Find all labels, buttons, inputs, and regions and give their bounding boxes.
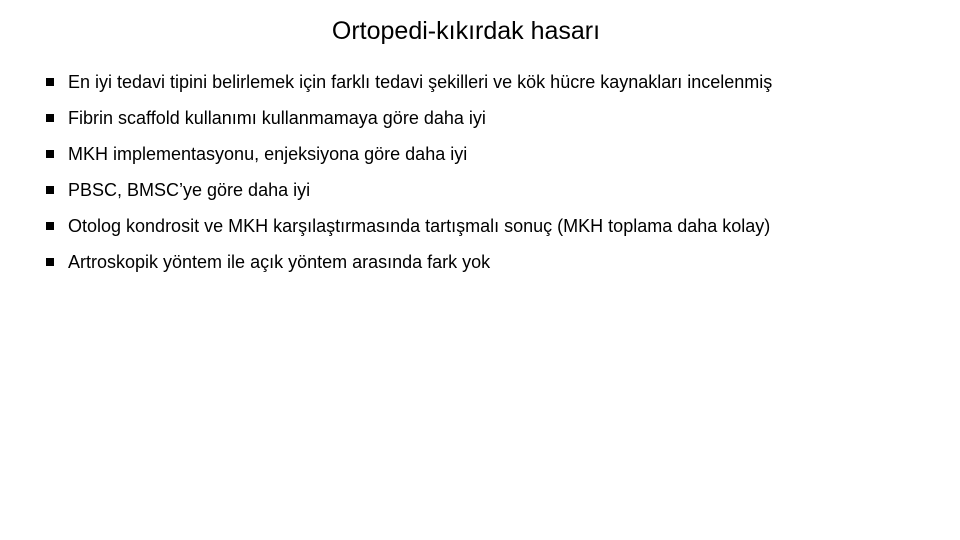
bullet-item [44,100,772,136]
bullet-item [44,64,772,100]
square-bullet-icon [46,222,54,230]
bullet-text: Otolog kondrosit ve MKH karşılaştırmasında tartışmalı sonuç (MKH toplama daha kolay) [68,216,771,236]
bullet-item [44,136,772,172]
square-bullet-icon [46,186,54,194]
bullet-item [44,172,772,208]
bullet-list [44,64,772,280]
square-bullet-icon [46,78,54,86]
bullet-text: Artroskopik yöntem ile açık yöntem arasında fark yok [68,252,491,272]
square-bullet-icon [46,114,54,122]
bullet-text: Fibrin scaffold kullanımı kullanmamaya göre daha iyi [68,108,486,128]
square-bullet-icon [46,150,54,158]
slide-title: Ortopedi-kıkırdak hasarı [331,17,601,45]
bullet-text: MKH implementasyonu, enjeksiyona göre daha iyi [68,144,468,164]
square-bullet-icon [46,258,54,266]
bullet-item [44,244,772,280]
bullet-item [44,208,772,244]
bullet-text: En iyi tedavi tipini belirlemek için farklı tedavi şekilleri ve kök hücre kaynakları incelenmiş [68,72,773,92]
bullet-text: PBSC, BMSC’ye göre daha iyi [68,180,311,200]
